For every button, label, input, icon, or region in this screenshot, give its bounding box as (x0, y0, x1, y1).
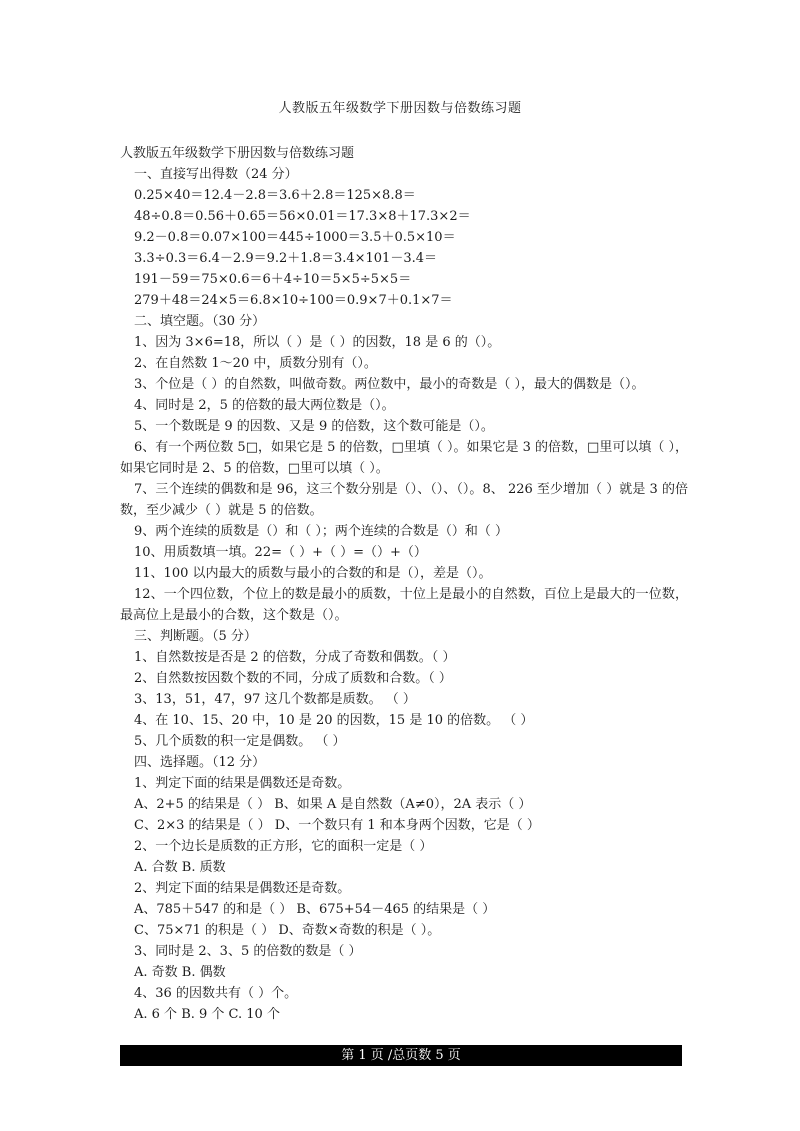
judge-item-5: 5、几个质数的积一定是偶数。 （ ） (134, 734, 346, 749)
doc-title: 人教版五年级数学下册因数与倍数练习题 (120, 146, 355, 161)
calc-row-3: 9.2－0.8＝0.07×100＝445÷1000＝3.5＋0.5×10＝ (134, 230, 456, 245)
page-footer: 第 1 页 /总页数 5 页 (120, 1045, 682, 1066)
calc-row-2: 48÷0.8＝0.56＋0.65＝56×0.01＝17.3×8＋17.3×2＝ (134, 209, 471, 224)
choice-item-2: 2、一个边长是质数的正方形，它的面积一定是（ ） (134, 839, 433, 854)
choice-item-1-ab: A、2+5 的结果是（ ） B、如果 A 是自然数（A≠0），2A 表示（ ） (134, 797, 532, 812)
choice-item-3-options: A. 奇数 B. 偶数 (134, 965, 226, 980)
section-heading-4: 四、选择题。（12 分） (134, 755, 266, 770)
fill-item-4: 4、同时是 2，5 的倍数的最大两位数是（）。 (134, 398, 395, 413)
choice-item-2b-ab: A、785＋547 的和是（ ） B、675+54－465 的结果是（ ） (134, 902, 496, 917)
choice-item-1: 1、判定下面的结果是偶数还是奇数。 (134, 776, 351, 791)
page-header: 人教版五年级数学下册因数与倍数练习题 (278, 101, 522, 116)
fill-item-11: 11、100 以内最大的质数与最小的合数的和是（），差是（）。 (134, 566, 492, 581)
choice-item-2b-cd: C、75×71 的积是（ ） D、奇数×奇数的积是（ ）。 (134, 923, 441, 938)
fill-item-10: 10、用质数填一填。22=（ ）+（ ）=（）+（） (134, 545, 427, 560)
choice-item-2b: 2、判定下面的结果是偶数还是奇数。 (134, 881, 351, 896)
judge-item-2: 2、自然数按因数个数的不同，分成了质数和合数。（ ） (134, 671, 452, 686)
calc-row-4: 3.3÷0.3＝6.4－2.9＝9.2＋1.8＝3.4×101－3.4＝ (134, 251, 437, 266)
fill-item-2: 2、在自然数 1～20 中，质数分别有（）。 (134, 356, 377, 371)
fill-item-7-8: 7、三个连续的偶数和是 96，这三个数分别是（）、（）、（）。8、 226 至少增加（ ）就是 3 的倍数，至少减少（ ）就是 5 的倍数。 (120, 482, 688, 518)
fill-item-3: 3、个位是（ ）的自然数，叫做奇数。两位数中，最小的奇数是（ ），最大的偶数是（）。 (134, 377, 645, 392)
calc-row-5: 191－59＝75×0.6＝6＋4÷10＝5×5÷5×5＝ (134, 272, 412, 287)
judge-item-1: 1、自然数按是否是 2 的倍数，分成了奇数和偶数。（ ） (134, 650, 456, 665)
section-heading-3: 三、判断题。（5 分） (134, 629, 257, 644)
choice-item-1-cd: C、2×3 的结果是（ ） D、一个数只有 1 和本身两个因数，它是（ ） (134, 818, 540, 833)
choice-item-2-options: A. 合数 B. 质数 (134, 860, 226, 875)
fill-item-12: 12、一个四位数，个位上的数是最小的质数，十位上是最小的自然数，百位上是最大的一位数，最高位上是最小的合数，这个数是（）。 (120, 587, 688, 623)
calc-row-1: 0.25×40＝12.4－2.8＝3.6＋2.8＝125×8.8＝ (134, 188, 416, 203)
judge-item-3: 3、13，51，47，97 这几个数都是质数。 （ ） (134, 692, 416, 707)
section-heading-2: 二、填空题。（30 分） (134, 314, 266, 329)
choice-item-3: 3、同时是 2、3、5 的倍数的数是（ ） (134, 944, 362, 959)
fill-item-1: 1、因为 3×6=18，所以（ ）是（ ）的因数，18 是 6 的（）。 (134, 335, 501, 350)
choice-item-4: 4、36 的因数共有（ ）个。 (134, 986, 298, 1001)
fill-item-6: 6、有一个两位数 5□，如果它是 5 的倍数，□里填（ ）。如果它是 3 的倍数，□里可以填（ ），如果它同时是 2、5 的倍数，□里可以填（ ）。 (120, 440, 688, 476)
choice-item-4-options: A. 6 个 B. 9 个 C. 10 个 (134, 1007, 280, 1022)
section-heading-1: 一、直接写出得数（24 分） (134, 167, 298, 182)
fill-item-9: 9、两个连续的质数是（）和（ ）；两个连续的合数是（）和（ ） (134, 524, 509, 539)
calc-row-6: 279＋48＝24×5＝6.8×10÷100＝0.9×7＋0.1×7＝ (134, 293, 453, 308)
document-body (120, 143, 688, 1025)
judge-item-4: 4、在 10、15、20 中，10 是 20 的因数，15 是 10 的倍数。 （ ） (134, 713, 534, 728)
fill-item-5: 5、一个数既是 9 的因数、又是 9 的倍数，这个数可能是（）。 (134, 419, 494, 434)
